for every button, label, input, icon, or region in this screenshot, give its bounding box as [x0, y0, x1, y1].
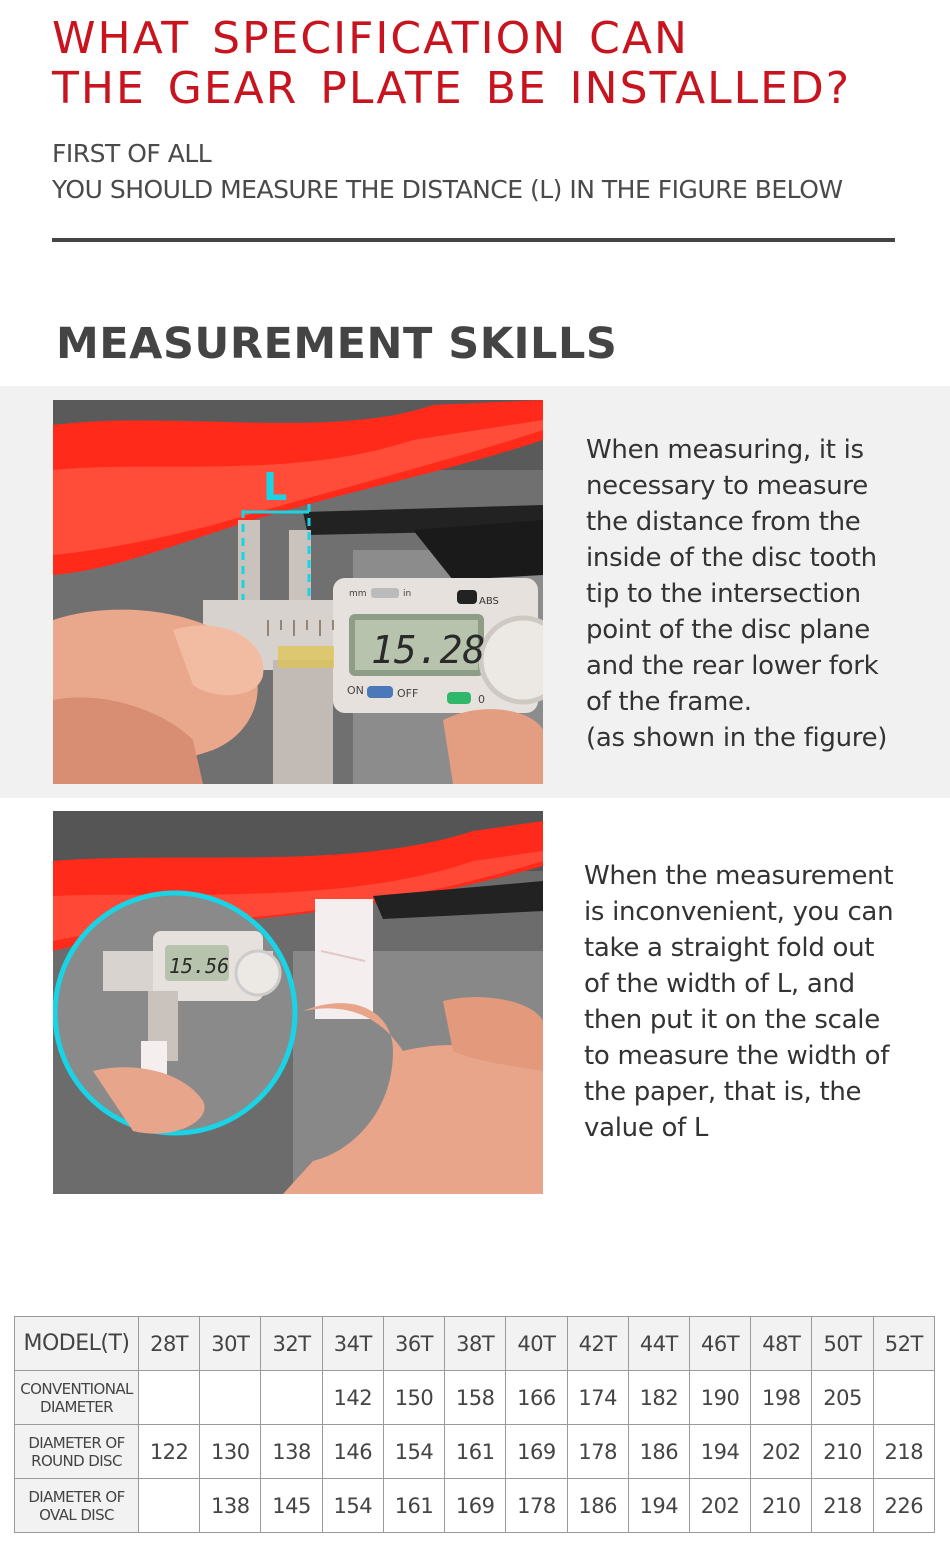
section-heading: MEASUREMENT SKILLS — [56, 319, 618, 369]
step-2-line: of the width of L, and — [584, 969, 855, 999]
model-cell: 30T — [200, 1317, 261, 1371]
value-cell: 186 — [567, 1479, 628, 1533]
value-cell: 154 — [322, 1479, 383, 1533]
value-cell — [139, 1371, 200, 1425]
value-cell: 142 — [322, 1371, 383, 1425]
model-cell: 36T — [383, 1317, 444, 1371]
model-cell: 44T — [628, 1317, 689, 1371]
step-1-description — [586, 432, 887, 756]
row-label-cell — [15, 1479, 139, 1533]
caliper-off-label: OFF — [397, 687, 419, 700]
step-2-line: When the measurement — [584, 861, 894, 891]
step-1-line: of the frame. — [586, 687, 752, 717]
value-cell: 130 — [200, 1425, 261, 1479]
table-row — [15, 1425, 935, 1479]
value-cell — [261, 1371, 322, 1425]
model-cell: 42T — [567, 1317, 628, 1371]
value-cell: 161 — [445, 1425, 506, 1479]
step-1-line: When measuring, it is — [586, 435, 864, 465]
value-cell: 150 — [383, 1371, 444, 1425]
model-cell: 48T — [751, 1317, 812, 1371]
model-cell: 52T — [873, 1317, 934, 1371]
row-label-line: ROUND DISC — [31, 1451, 122, 1470]
step-2-line: to measure the width of — [584, 1041, 890, 1071]
measurement-photo-2 — [53, 811, 543, 1194]
value-cell: 138 — [261, 1425, 322, 1479]
value-cell — [200, 1371, 261, 1425]
step-1-line: necessary to measure — [586, 471, 868, 501]
step-1-line: point of the disc plane — [586, 615, 870, 645]
value-cell: 158 — [445, 1371, 506, 1425]
caliper-unit-in: in — [403, 589, 412, 599]
value-cell: 198 — [751, 1371, 812, 1425]
value-cell: 178 — [567, 1425, 628, 1479]
model-cell: 50T — [812, 1317, 873, 1371]
step-1-line: the distance from the — [586, 507, 861, 537]
page-title-line-2: THE GEAR PLATE BE INSTALLED? — [52, 63, 852, 114]
page-title-line-1: WHAT SPECIFICATION CAN — [52, 13, 689, 64]
row-label-line: DIAMETER OF — [28, 1487, 125, 1506]
intro-line-2: YOU SHOULD MEASURE THE DISTANCE (L) IN THE FIGURE BELOW — [52, 175, 843, 204]
value-cell: 190 — [689, 1371, 750, 1425]
spec-table — [14, 1316, 935, 1533]
value-cell: 186 — [628, 1425, 689, 1479]
value-cell: 202 — [689, 1479, 750, 1533]
value-cell: 122 — [139, 1425, 200, 1479]
row-label-line: DIAMETER OF — [28, 1433, 125, 1452]
divider — [52, 238, 895, 242]
page-title — [52, 14, 851, 114]
value-cell: 166 — [506, 1371, 567, 1425]
model-cell: 40T — [506, 1317, 567, 1371]
row-label-cell — [15, 1371, 139, 1425]
value-cell: 145 — [261, 1479, 322, 1533]
step-1-line: inside of the disc tooth — [586, 543, 877, 573]
model-cell: 34T — [322, 1317, 383, 1371]
step-2-description — [584, 858, 893, 1146]
step-2-line: take a straight fold out — [584, 933, 875, 963]
step-2-line: is inconvenient, you can — [584, 897, 894, 927]
step-2-line: the paper, that is, the — [584, 1077, 862, 1107]
table-row — [15, 1371, 935, 1425]
distance-l-marker: L — [263, 465, 288, 509]
model-cell: 32T — [261, 1317, 322, 1371]
value-cell: 161 — [383, 1479, 444, 1533]
model-header-cell: MODEL(T) — [15, 1317, 139, 1371]
step-2-line: value of L — [584, 1113, 709, 1143]
caliper-unit-mm: mm — [349, 589, 367, 599]
caliper-on-label: ON — [347, 684, 364, 697]
model-cell: 28T — [139, 1317, 200, 1371]
value-cell: 202 — [751, 1425, 812, 1479]
row-label-line: CONVENTIONAL — [20, 1379, 133, 1398]
measurement-photo-1 — [53, 400, 543, 784]
value-cell: 138 — [200, 1479, 261, 1533]
value-cell: 169 — [506, 1425, 567, 1479]
value-cell — [873, 1371, 934, 1425]
value-cell: 174 — [567, 1371, 628, 1425]
value-cell: 218 — [873, 1425, 934, 1479]
value-cell: 146 — [322, 1425, 383, 1479]
value-cell: 210 — [812, 1425, 873, 1479]
step-1-line: and the rear lower fork — [586, 651, 879, 681]
step-2-line: then put it on the scale — [584, 1005, 880, 1035]
intro-line-1: FIRST OF ALL — [52, 139, 212, 168]
caliper-reading-2: 15.56 — [169, 954, 230, 978]
model-cell: 46T — [689, 1317, 750, 1371]
value-cell: 178 — [506, 1479, 567, 1533]
value-cell: 154 — [383, 1425, 444, 1479]
intro-text — [52, 136, 843, 208]
value-cell: 194 — [689, 1425, 750, 1479]
table-header-row — [15, 1317, 935, 1371]
table-row — [15, 1479, 935, 1533]
caliper-zero-label: 0 — [478, 693, 485, 706]
model-cell: 38T — [445, 1317, 506, 1371]
row-label-line: OVAL DISC — [39, 1505, 114, 1524]
value-cell: 205 — [812, 1371, 873, 1425]
row-label-line: DIAMETER — [40, 1397, 113, 1416]
caliper-abs-label: ABS — [479, 596, 499, 607]
row-label-cell — [15, 1425, 139, 1479]
value-cell: 182 — [628, 1371, 689, 1425]
step-1-line: tip to the intersection — [586, 579, 861, 609]
value-cell: 169 — [445, 1479, 506, 1533]
value-cell: 218 — [812, 1479, 873, 1533]
value-cell: 226 — [873, 1479, 934, 1533]
value-cell: 194 — [628, 1479, 689, 1533]
value-cell: 210 — [751, 1479, 812, 1533]
caliper-reading-1: 15.28 — [371, 628, 486, 672]
step-1-line: (as shown in the figure) — [586, 723, 888, 753]
value-cell — [139, 1479, 200, 1533]
